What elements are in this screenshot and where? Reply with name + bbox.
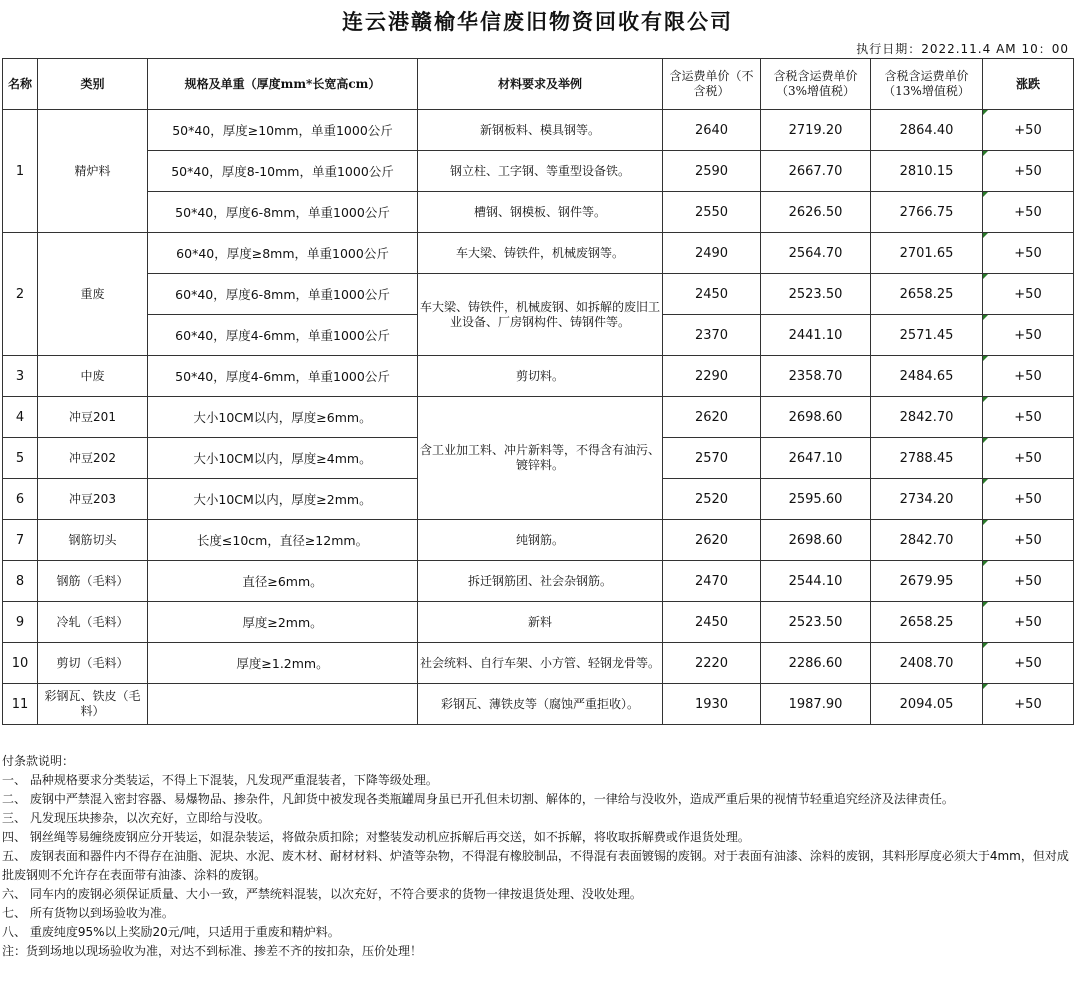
row-number: 11 xyxy=(3,684,38,725)
note-item: 六、 同车内的废钢必须保证质量、大小一致，严禁统料混装，以次充好，不符合要求的货物一律按退货处理、没收处理。 xyxy=(2,887,642,901)
company-title: 连云港赣榆华信废旧物资回收有限公司 xyxy=(342,9,733,34)
row-material: 拆迁钢筋团、社会杂钢筋。 xyxy=(418,561,663,602)
row-change: +50 xyxy=(983,643,1074,684)
row-price-13: 2788.45 xyxy=(871,438,983,479)
row-category: 冲豆203 xyxy=(38,479,148,520)
row-spec: 大小10CM以内，厚度≥2mm。 xyxy=(148,479,418,520)
row-price-freight: 2640 xyxy=(663,110,761,151)
row-material: 含工业加工料、冲片新料等，不得含有油污、镀锌料。 xyxy=(418,397,663,520)
row-price-13: 2842.70 xyxy=(871,397,983,438)
row-change: +50 xyxy=(983,356,1074,397)
row-number: 8 xyxy=(3,561,38,602)
row-category: 冷轧（毛料） xyxy=(38,602,148,643)
row-change: +50 xyxy=(983,602,1074,643)
header-price-13: 含税含运费单价（13%增值税） xyxy=(871,59,983,110)
row-price-13: 2571.45 xyxy=(871,315,983,356)
row-price-13: 2842.70 xyxy=(871,520,983,561)
row-number: 5 xyxy=(3,438,38,479)
row-price-3: 2564.70 xyxy=(761,233,871,274)
note-item: 四、 钢丝绳等易缠绕废钢应分开装运，如混杂装运，将做杂质扣除；对整装发动机应拆解后再交送，如不拆解，将收取拆解费或作退货处理。 xyxy=(2,830,750,844)
note-item: 七、 所有货物以到场验收为准。 xyxy=(2,906,174,920)
row-price-freight: 2220 xyxy=(663,643,761,684)
row-price-freight: 2590 xyxy=(663,151,761,192)
header-price-freight: 含运费单价（不含税） xyxy=(663,59,761,110)
note-item: 五、 废钢表面和器件内不得存在油脂、泥块、水泥、废木材、耐材材料、炉渣等杂物，不得混有橡胶制品，不得混有表面镀锡的废钢。对于表面有油漆、涂料的废钢，其料形厚度必须大于4mm，但对成批废钢则不允许存在表面带有油漆、涂料的废钢。 xyxy=(2,849,1069,882)
row-price-freight: 2470 xyxy=(663,561,761,602)
table-row xyxy=(3,110,1074,151)
row-spec: 60*40，厚度4-6mm，单重1000公斤 xyxy=(148,315,418,356)
row-price-3: 2647.10 xyxy=(761,438,871,479)
row-price-13: 2810.15 xyxy=(871,151,983,192)
note-item: 二、 废钢中严禁混入密封容器、易爆物品、掺杂件，凡卸货中被发现各类瓶罐周身虽已开孔但未切割、解体的，一律给与没收外，造成严重后果的视情节轻重追究经济及法律责任。 xyxy=(2,792,954,806)
row-spec: 大小10CM以内，厚度≥6mm。 xyxy=(148,397,418,438)
table-row xyxy=(3,151,1074,192)
row-price-13: 2484.65 xyxy=(871,356,983,397)
row-category: 精炉料 xyxy=(38,110,148,233)
note-footer: 注：货到场地以现场验收为准，对达不到标准、掺差不齐的按扣杂，压价处理！ xyxy=(2,944,423,958)
row-material: 社会统料、自行车架、小方管、轻钢龙骨等。 xyxy=(418,643,663,684)
row-spec: 60*40，厚度≥8mm，单重1000公斤 xyxy=(148,233,418,274)
row-price-freight: 2370 xyxy=(663,315,761,356)
row-price-freight: 2620 xyxy=(663,397,761,438)
note-item: 一、 品种规格要求分类装运，不得上下混装，凡发现严重混装者，下降等级处理。 xyxy=(2,773,438,787)
table-row xyxy=(3,397,1074,438)
row-price-3: 2667.70 xyxy=(761,151,871,192)
row-material: 车大梁、铸铁件，机械废钢、如拆解的废旧工业设备、厂房钢构件、铸钢件等。 xyxy=(418,274,663,356)
table-row xyxy=(3,684,1074,725)
row-price-13: 2658.25 xyxy=(871,602,983,643)
row-price-13: 2701.65 xyxy=(871,233,983,274)
row-change: +50 xyxy=(983,397,1074,438)
table-row xyxy=(3,233,1074,274)
row-material: 钢立柱、工字钢、等重型设备铁。 xyxy=(418,151,663,192)
note-item: 三、 凡发现压块掺杂，以次充好，立即给与没收。 xyxy=(2,811,270,825)
table-row xyxy=(3,602,1074,643)
table-row xyxy=(3,643,1074,684)
row-category: 剪切（毛料） xyxy=(38,643,148,684)
row-material: 新钢板料、模具钢等。 xyxy=(418,110,663,151)
row-price-13: 2094.05 xyxy=(871,684,983,725)
row-price-3: 2523.50 xyxy=(761,602,871,643)
row-material: 车大梁、铸铁件，机械废钢等。 xyxy=(418,233,663,274)
row-spec: 50*40，厚度≥10mm，单重1000公斤 xyxy=(148,110,418,151)
row-spec: 大小10CM以内，厚度≥4mm。 xyxy=(148,438,418,479)
row-change: +50 xyxy=(983,315,1074,356)
payment-notes xyxy=(2,752,1072,961)
row-change: +50 xyxy=(983,479,1074,520)
row-price-3: 2595.60 xyxy=(761,479,871,520)
row-number: 4 xyxy=(3,397,38,438)
table-row xyxy=(3,274,1074,315)
row-price-13: 2408.70 xyxy=(871,643,983,684)
table-row xyxy=(3,520,1074,561)
row-change: +50 xyxy=(983,684,1074,725)
row-category: 钢筋（毛料） xyxy=(38,561,148,602)
row-number: 10 xyxy=(3,643,38,684)
row-material: 剪切料。 xyxy=(418,356,663,397)
row-spec: 厚度≥1.2mm。 xyxy=(148,643,418,684)
header-change: 涨跌 xyxy=(983,59,1074,110)
row-price-3: 2286.60 xyxy=(761,643,871,684)
row-price-freight: 2450 xyxy=(663,602,761,643)
row-price-13: 2864.40 xyxy=(871,110,983,151)
header-name: 名称 xyxy=(3,59,38,110)
table-header-row xyxy=(3,59,1074,110)
notes-heading: 付条款说明： xyxy=(2,754,75,768)
table-row xyxy=(3,192,1074,233)
row-spec xyxy=(148,684,418,725)
row-spec: 长度≤10cm，直径≥12mm。 xyxy=(148,520,418,561)
row-category: 中废 xyxy=(38,356,148,397)
row-category: 钢筋切头 xyxy=(38,520,148,561)
row-change: +50 xyxy=(983,233,1074,274)
row-spec: 50*40，厚度6-8mm，单重1000公斤 xyxy=(148,192,418,233)
row-price-3: 2626.50 xyxy=(761,192,871,233)
header-spec: 规格及单重（厚度mm*长宽高cm） xyxy=(148,59,418,110)
row-number: 1 xyxy=(3,110,38,233)
row-change: +50 xyxy=(983,438,1074,479)
row-number: 7 xyxy=(3,520,38,561)
row-change: +50 xyxy=(983,561,1074,602)
row-price-3: 2698.60 xyxy=(761,520,871,561)
row-price-3: 2441.10 xyxy=(761,315,871,356)
row-category: 重废 xyxy=(38,233,148,356)
row-spec: 50*40，厚度8-10mm，单重1000公斤 xyxy=(148,151,418,192)
row-price-3: 2523.50 xyxy=(761,274,871,315)
row-change: +50 xyxy=(983,274,1074,315)
row-change: +50 xyxy=(983,110,1074,151)
row-material: 彩钢瓦、薄铁皮等（腐蚀严重拒收）。 xyxy=(418,684,663,725)
row-change: +50 xyxy=(983,520,1074,561)
row-price-freight: 2550 xyxy=(663,192,761,233)
row-price-freight: 2570 xyxy=(663,438,761,479)
price-table xyxy=(2,58,1074,725)
note-item: 八、 重废纯度95%以上奖励20元/吨，只适用于重废和精炉料。 xyxy=(2,925,340,939)
row-price-3: 2698.60 xyxy=(761,397,871,438)
row-change: +50 xyxy=(983,192,1074,233)
row-spec: 直径≥6mm。 xyxy=(148,561,418,602)
row-price-13: 2679.95 xyxy=(871,561,983,602)
row-price-3: 2719.20 xyxy=(761,110,871,151)
table-row xyxy=(3,356,1074,397)
row-price-freight: 2290 xyxy=(663,356,761,397)
header-material: 材料要求及举例 xyxy=(418,59,663,110)
row-material: 新料 xyxy=(418,602,663,643)
table-row xyxy=(3,561,1074,602)
row-category: 冲豆202 xyxy=(38,438,148,479)
row-price-freight: 1930 xyxy=(663,684,761,725)
row-price-3: 1987.90 xyxy=(761,684,871,725)
row-material: 纯钢筋。 xyxy=(418,520,663,561)
row-price-3: 2358.70 xyxy=(761,356,871,397)
execution-date: 执行日期：2022.11.4 AM 10：00 xyxy=(856,42,1069,56)
row-price-13: 2658.25 xyxy=(871,274,983,315)
row-number: 3 xyxy=(3,356,38,397)
row-price-freight: 2490 xyxy=(663,233,761,274)
row-price-freight: 2520 xyxy=(663,479,761,520)
row-price-freight: 2450 xyxy=(663,274,761,315)
row-price-13: 2766.75 xyxy=(871,192,983,233)
row-spec: 50*40，厚度4-6mm，单重1000公斤 xyxy=(148,356,418,397)
row-category: 冲豆201 xyxy=(38,397,148,438)
row-spec: 60*40，厚度6-8mm，单重1000公斤 xyxy=(148,274,418,315)
row-material: 槽钢、钢模板、钢件等。 xyxy=(418,192,663,233)
row-category: 彩钢瓦、铁皮（毛料） xyxy=(38,684,148,725)
row-price-3: 2544.10 xyxy=(761,561,871,602)
row-price-freight: 2620 xyxy=(663,520,761,561)
header-price-3: 含税含运费单价（3%增值税） xyxy=(761,59,871,110)
row-price-13: 2734.20 xyxy=(871,479,983,520)
row-number: 2 xyxy=(3,233,38,356)
header-category: 类别 xyxy=(38,59,148,110)
row-number: 6 xyxy=(3,479,38,520)
row-change: +50 xyxy=(983,151,1074,192)
row-number: 9 xyxy=(3,602,38,643)
row-spec: 厚度≥2mm。 xyxy=(148,602,418,643)
